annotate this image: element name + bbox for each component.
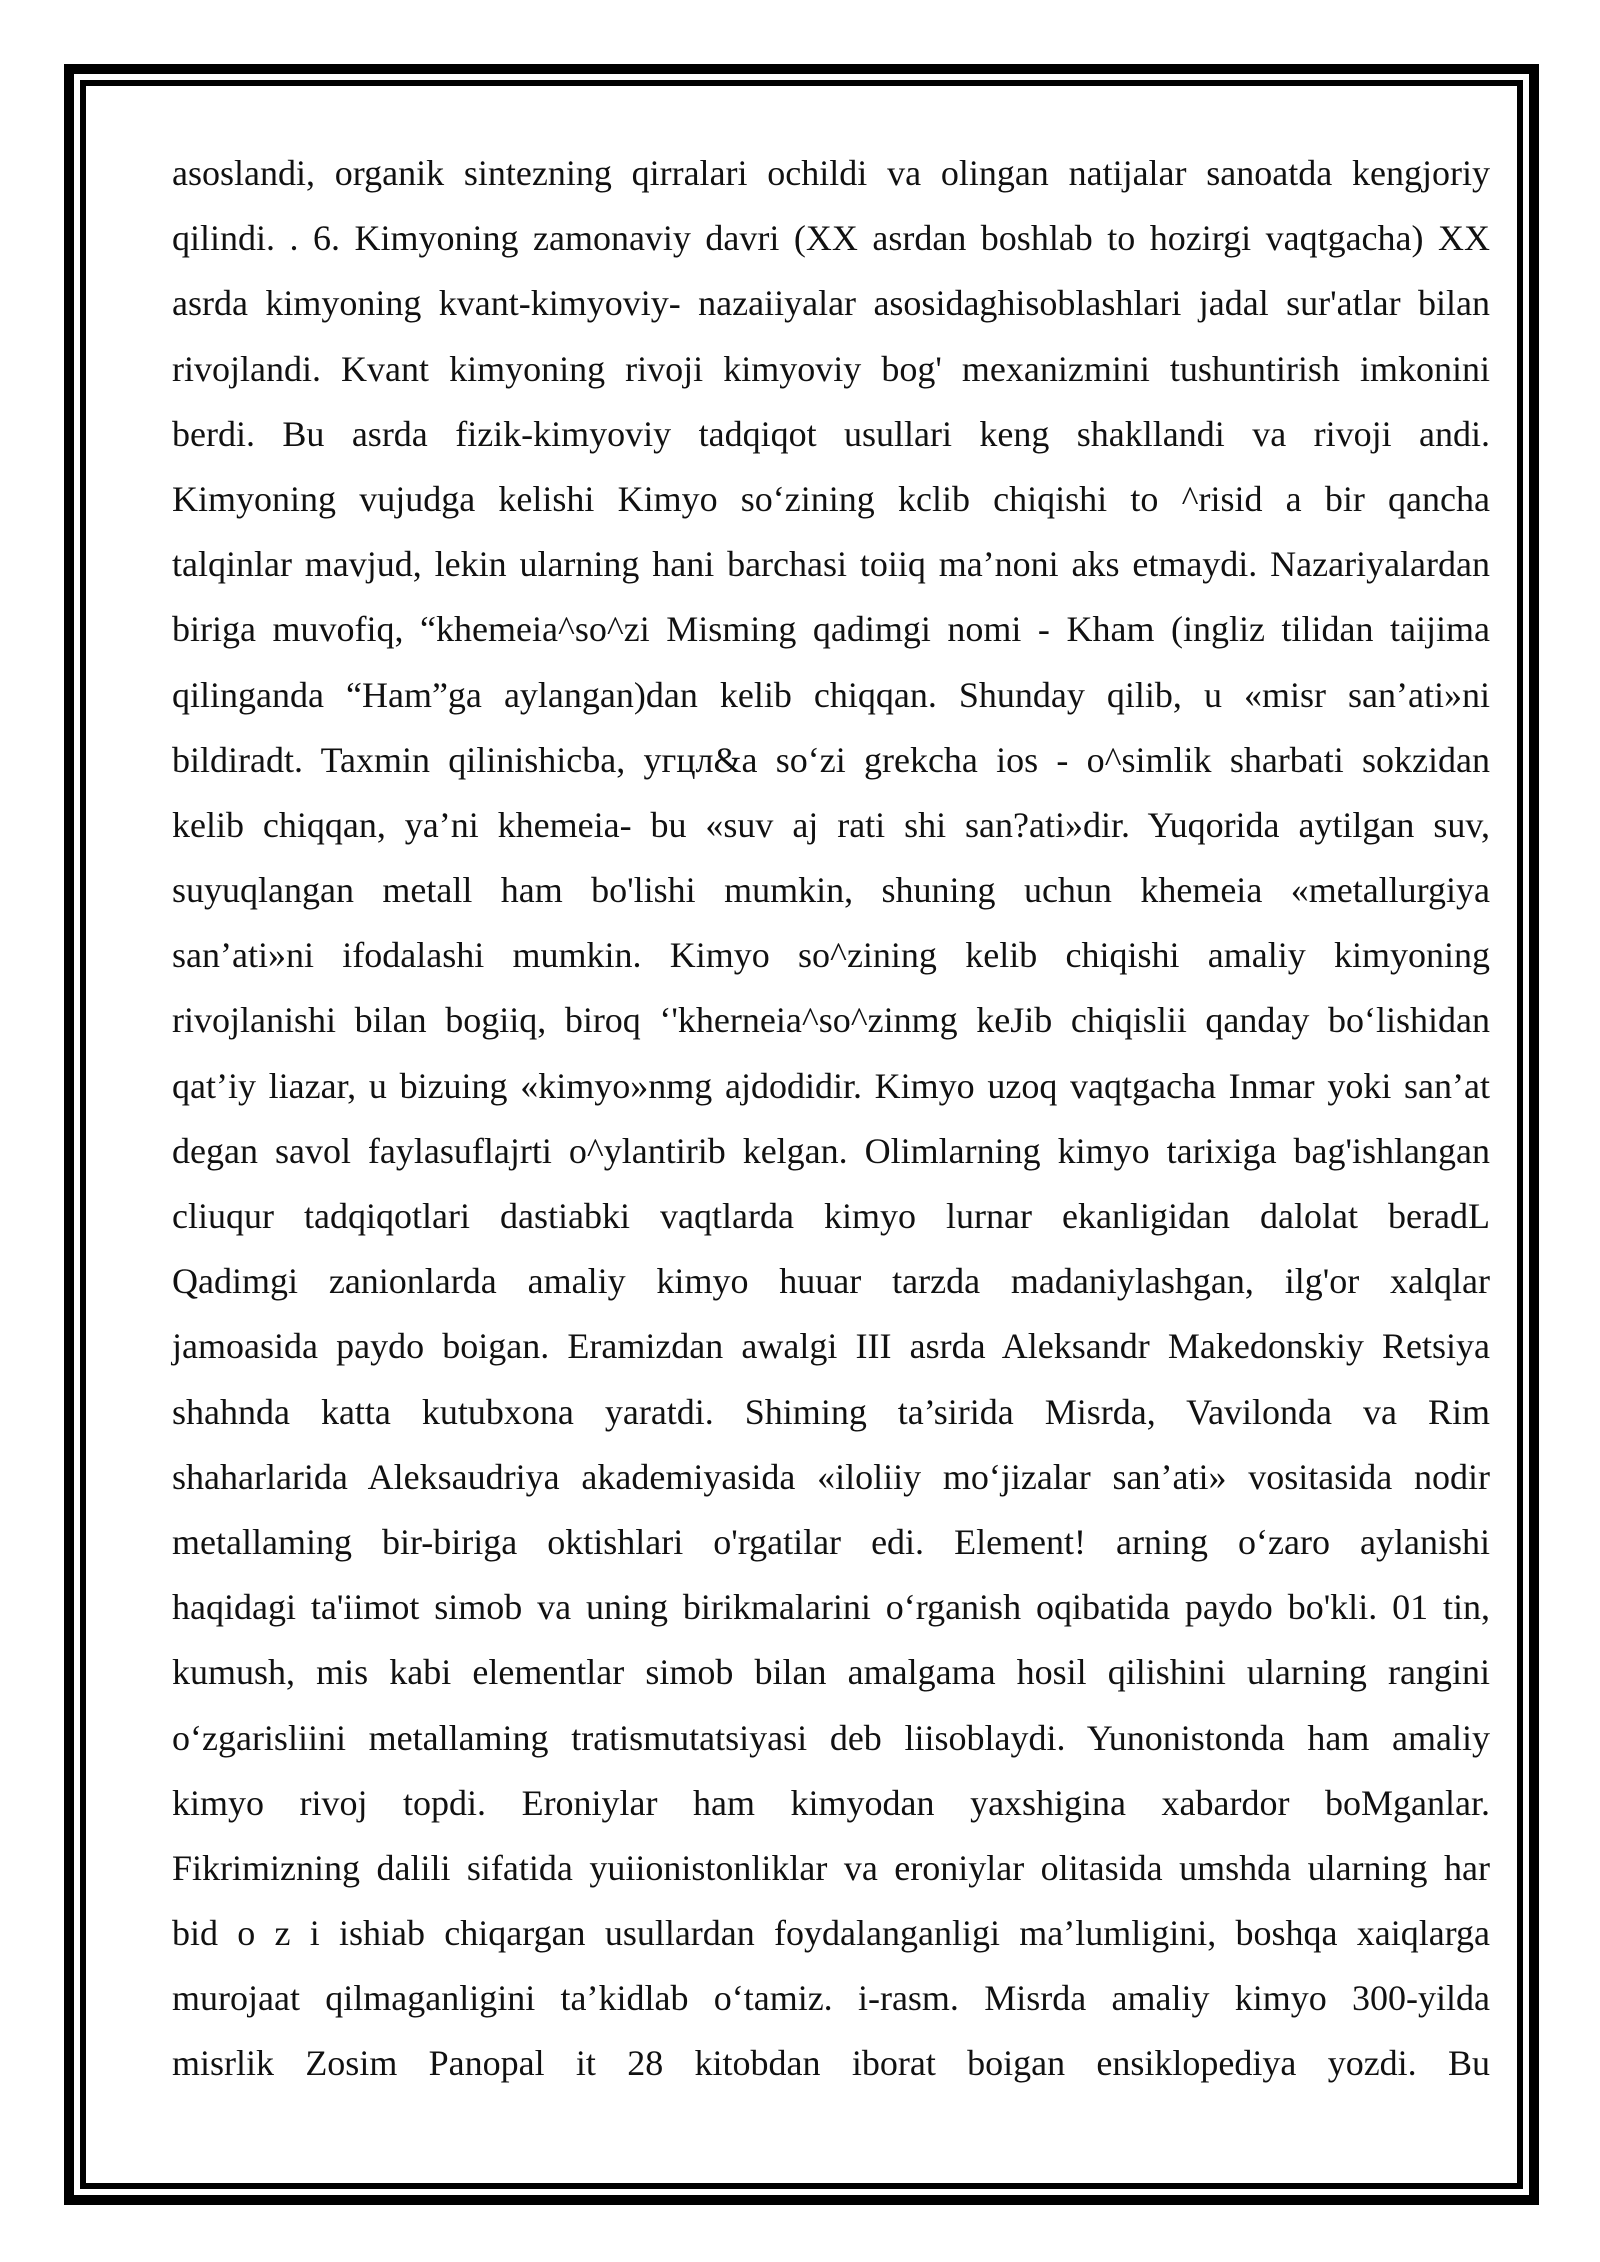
text-line: metallaming bir-biriga oktishlari o'rgatilar edi. Element! arning o‘zaro aylanishi bbox=[172, 1521, 1490, 1562]
text-line: san’ati»ni ifodalashi mumkin. Kimyo so^zining kelib chiqishi amaliy kimyoning bbox=[172, 935, 1490, 976]
text-line: talqinlar mavjud, lekin ularning hani barchasi toiiq ma’noni aks etmaydi. Nazariyalardan bbox=[172, 544, 1490, 585]
text-line: degan savol faylasuflajrti o^ylantirib kelgan. Olimlarning kimyo tarixiga bag'ishlangan bbox=[172, 1130, 1490, 1171]
document-body bbox=[172, 141, 1490, 2097]
text-line: Qadimgi zanionlarda amaliy kimyo huuar tarzda madaniylashgan, ilg'or xalqlar bbox=[172, 1261, 1490, 1302]
text-line: asoslandi, organik sintezning qirralari ochildi va olingan natijalar sanoatda kengjoriy bbox=[172, 153, 1490, 193]
text-line: jamoasida paydo boigan. Eramizdan awalgi III asrda Aleksandr Makedonskiy Retsiya bbox=[172, 1326, 1490, 1367]
text-line: Kimyoning vujudga kelishi Kimyo so‘zining kclib chiqishi to ^risid a bir qancha bbox=[172, 478, 1490, 519]
text-line: bildiradt. Taxmin qilinishicba, угцл&a so‘zi grekcha ios - o^simlik sharbati sokzidan bbox=[172, 739, 1490, 780]
text-line: kumush, mis kabi elementlar simob bilan amalgama hosil qilishini ularning rangini bbox=[172, 1652, 1490, 1693]
text-line: qat’iy liazar, u bizuing «kimyo»nmg ajdodidir. Kimyo uzoq vaqtgacha Inmar yoki san’at bbox=[172, 1065, 1490, 1106]
text-line: shahnda katta kutubxona yaratdi. Shiming ta’sirida Misrda, Vavilonda va Rim bbox=[172, 1391, 1490, 1432]
text-line: shaharlarida Aleksaudriya akademiyasida «iloliiy mo‘jizalar san’ati» vositasida nodir bbox=[172, 1456, 1490, 1497]
text-line: asrda kimyoning kvant-kimyoviy- nazaiiyalar asosidaghisoblashlari jadal sur'atlar bilan bbox=[172, 283, 1490, 324]
text-line: Fikrimizning dalili sifatida yuiionistonliklar va eroniylar olitasida umshda ularning har bbox=[172, 1847, 1490, 1888]
text-line: haqidagi ta'iimot simob va uning birikmalarini o‘rganish oqibatida paydo bo'kli. 01 tin, bbox=[172, 1587, 1490, 1628]
text-line: rivojlandi. Kvant kimyoning rivoji kimyoviy bog' mexanizmini tushuntirish imkonini bbox=[172, 348, 1490, 389]
text-line: kelib chiqqan, ya’ni khemeia- bu «suv aj rati shi san?ati»dir. Yuqorida aytilgan suv, bbox=[172, 804, 1490, 845]
text-line: biriga muvofiq, “khemeia^so^zi Misming qadimgi nomi - Kham (ingliz tilidan taijima bbox=[172, 609, 1490, 650]
text-line: suyuqlangan metall ham bo'lishi mumkin, shuning uchun khemeia «metallurgiya bbox=[172, 870, 1490, 911]
text-line: o‘zgarisliini metallaming tratismutatsiyasi deb liisoblaydi. Yunonistonda ham amaliy bbox=[172, 1717, 1490, 1758]
text-line: cliuqur tadqiqotlari dastiabki vaqtlarda kimyo lurnar ekanligidan dalolat beradL bbox=[172, 1196, 1490, 1236]
text-line: rivojlanishi bilan bogiiq, biroq ‘'kherneia^so^zinmg keJib chiqislii qanday bo‘lishidan bbox=[172, 1000, 1490, 1041]
text-line: bid o z i ishiab chiqargan usullardan foydalanganligi ma’lumligini, boshqa xaiqlarga bbox=[172, 1913, 1490, 1954]
text-line: kimyo rivoj topdi. Eroniylar ham kimyodan yaxshigina xabardor boMganlar. bbox=[172, 1782, 1490, 1823]
text-line: qilinganda “Ham”ga aylangan)dan kelib chiqqan. Shunday qilib, u «misr san’ati»ni bbox=[172, 674, 1490, 715]
text-line: berdi. Bu asrda fizik-kimyoviy tadqiqot usullari keng shakllandi va rivoji andi. bbox=[172, 413, 1490, 454]
text-line: murojaat qilmaganligini ta’kidlab o‘tamiz. i-rasm. Misrda amaliy kimyo 300-yilda bbox=[172, 1978, 1490, 2019]
text-line: qilindi. . 6. Kimyoning zamonaviy davri (XX asrdan boshlab to hozirgi vaqtgacha) XX bbox=[172, 218, 1490, 259]
text-line: misrlik Zosim Panopal it 28 kitobdan iborat boigan ensiklopediya yozdi. Bu bbox=[172, 2043, 1490, 2084]
